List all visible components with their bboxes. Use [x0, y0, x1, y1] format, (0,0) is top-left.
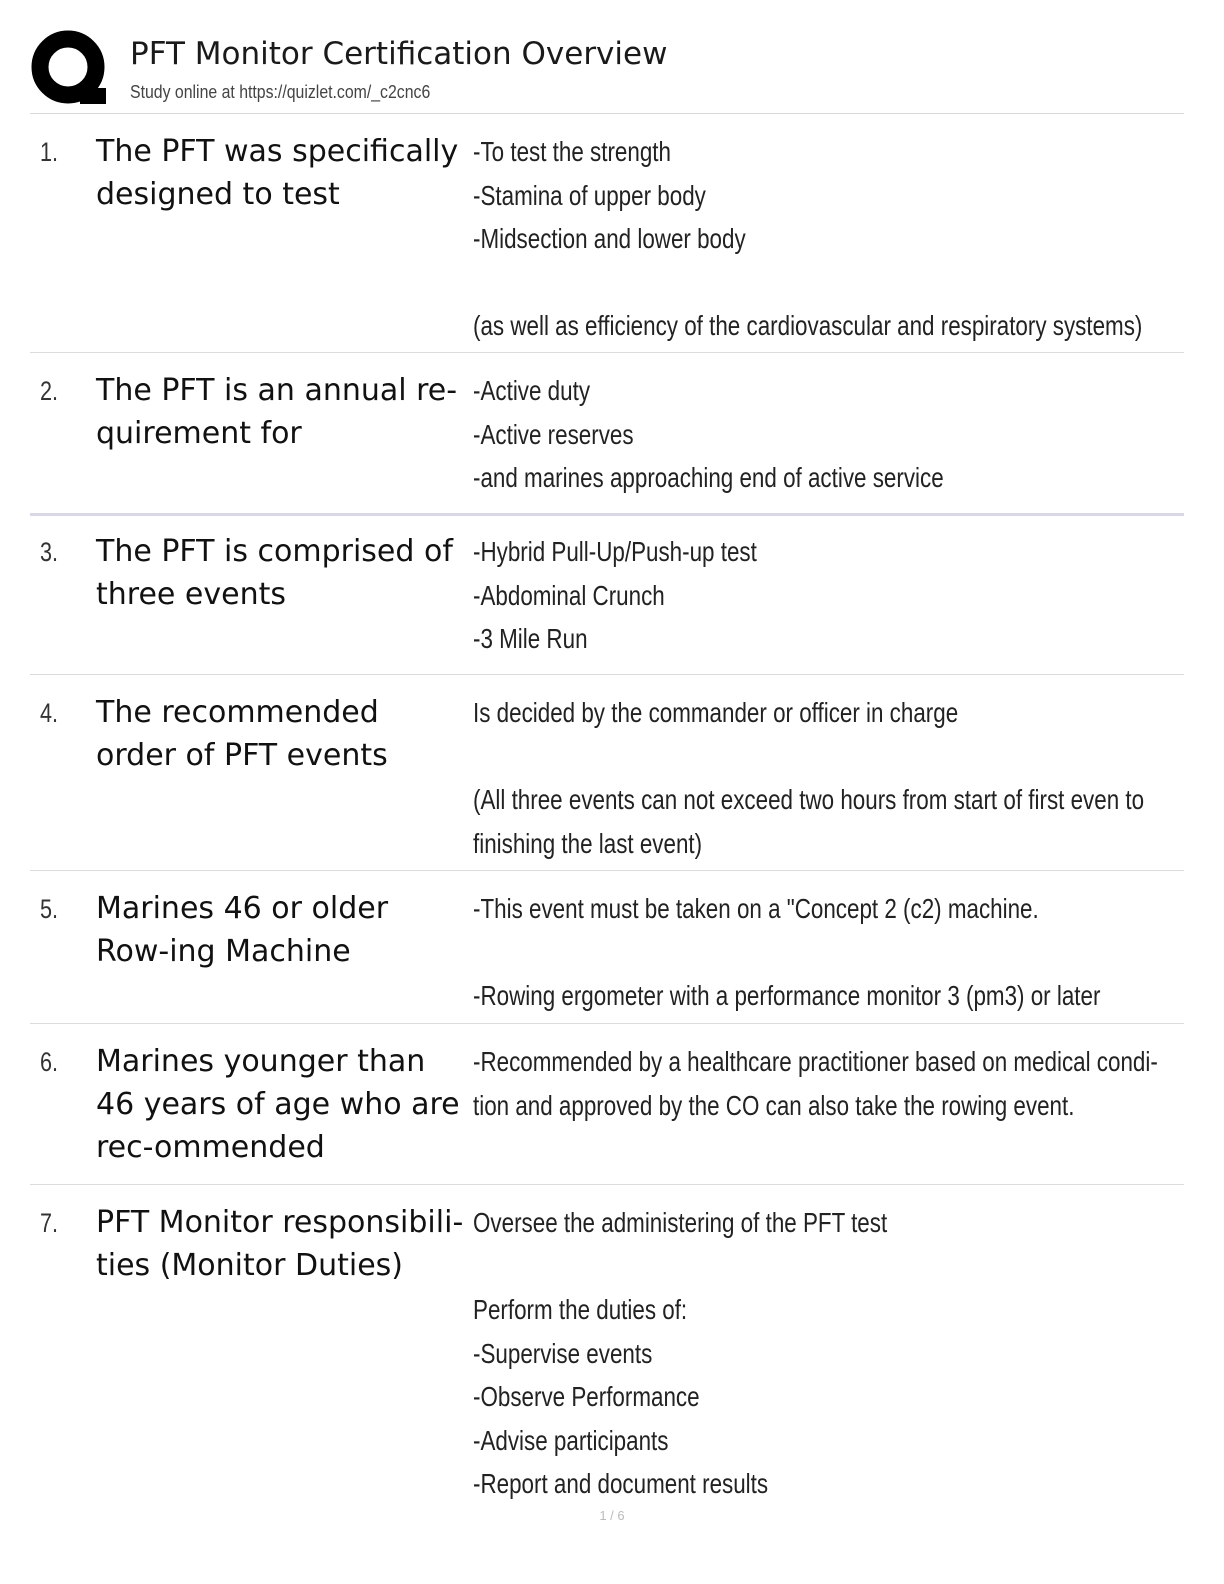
card-definition: [473, 887, 1101, 1018]
definition-line: Is decided by the commander or officer in charge: [473, 697, 959, 728]
card-definition: [473, 130, 1143, 348]
card-number: 2.: [40, 376, 59, 406]
card-number: 6.: [40, 1047, 59, 1077]
definition-line: -Recommended by a healthcare practitioner based on medical condi-: [473, 1046, 1158, 1077]
definition-line: finishing the last event): [473, 827, 703, 859]
definition-line: -Rowing ergometer with a performance monitor 3 (pm3) or later: [473, 980, 1101, 1011]
study-online-link[interactable]: Study online at https://quizlet.com/_c2cnc6: [130, 82, 431, 102]
definition-line: [473, 1245, 1097, 1289]
definition-line: -Active reserves: [473, 418, 634, 450]
definition-line: -and marines approaching end of active service: [473, 462, 944, 493]
card-term: The PFT is an annual re-quirement for: [96, 373, 458, 451]
definition-line: -Active duty: [473, 375, 591, 406]
card-definition: [473, 1040, 1158, 1127]
card-term: PFT Monitor responsibili-ties (Monitor Duties): [96, 1205, 464, 1283]
page-title: PFT Monitor Certification Overview: [130, 36, 668, 72]
card-term: The PFT was specifically designed to test: [96, 134, 459, 212]
card-divider: [30, 1023, 1184, 1024]
definition-line: -Supervise events: [473, 1337, 653, 1369]
page-number: 1 / 6: [599, 1508, 625, 1523]
header-divider: [30, 113, 1184, 114]
definition-line: -Report and document results: [473, 1468, 769, 1499]
card-term: The PFT is comprised of three events: [96, 534, 453, 612]
quizlet-logo-icon: [30, 30, 110, 110]
definition-line: -Midsection and lower body: [473, 223, 746, 254]
card-divider: [30, 1184, 1184, 1185]
card-divider: [30, 870, 1184, 871]
card-term: Marines younger than 46 years of age who are rec-ommended: [96, 1044, 460, 1165]
definition-line: -To test the strength: [473, 136, 671, 167]
definition-line: -Abdominal Crunch: [473, 579, 665, 611]
card-number: 7.: [40, 1208, 59, 1238]
definition-line: Oversee the administering of the PFT test: [473, 1207, 888, 1238]
card-divider: [30, 513, 1184, 516]
definition-line: -This event must be taken on a "Concept 2 (c2) machine.: [473, 893, 1039, 924]
card-definition: [473, 530, 1097, 661]
definition-line: (as well as efficiency of the cardiovascular and respiratory systems): [473, 310, 1143, 341]
definition-line: -Observe Performance: [473, 1381, 700, 1412]
card-divider: [30, 674, 1184, 675]
definition-line: Perform the duties of:: [473, 1294, 688, 1325]
card-definition: [473, 1201, 1097, 1506]
card-number: 5.: [40, 894, 59, 924]
definition-line: -3 Mile Run: [473, 623, 588, 654]
definition-line: [473, 931, 1097, 975]
definition-line: -Advise participants: [473, 1424, 669, 1456]
card-number: 4.: [40, 698, 59, 728]
definition-line: (All three events can not exceed two hours from start of first even to: [473, 784, 1145, 815]
definition-line: [473, 735, 1097, 779]
card-definition: [473, 369, 1097, 500]
card-number: 3.: [40, 537, 59, 567]
card-definition: [473, 691, 1145, 865]
definition-line: [473, 261, 1097, 305]
definition-line: tion and approved by the CO can also take the rowing event.: [473, 1089, 1075, 1121]
definition-line: -Hybrid Pull-Up/Push-up test: [473, 536, 757, 567]
card-divider: [30, 352, 1184, 353]
card-term: The recommended order of PFT events: [96, 695, 388, 773]
definition-line: -Stamina of upper body: [473, 179, 706, 211]
card-term: Marines 46 or older Row-ing Machine: [96, 891, 389, 969]
card-number: 1.: [40, 137, 59, 167]
